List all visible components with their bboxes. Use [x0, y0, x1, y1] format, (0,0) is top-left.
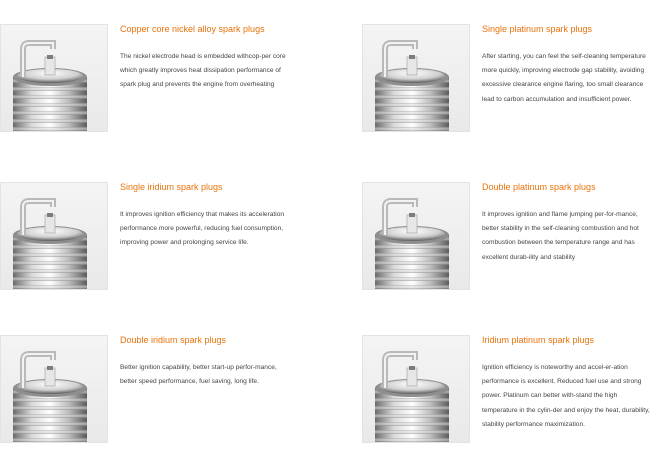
product-description: The nickel electrode head is embedded withcop-per core which greatly improves heat dissipation performance of spark plug and prevents the engine from overheating	[120, 53, 286, 89]
spark-plug-image	[0, 24, 108, 132]
product-title: Double platinum spark plugs	[482, 182, 596, 192]
product-title: Copper core nickel alloy spark plugs	[120, 24, 265, 34]
spark-plug-image	[362, 24, 470, 132]
product-card-double-iridium	[0, 335, 300, 455]
product-title: Double iridium spark plugs	[120, 335, 227, 345]
product-card-single-iridium	[0, 182, 300, 302]
product-title: Iridium platinum spark plugs	[482, 335, 595, 345]
spark-plug-image	[0, 182, 108, 290]
spark-plug-image	[0, 335, 108, 443]
product-description: Better ignition capability, better start-up perfor-mance, better speed performance, fuel saving, long life.	[120, 364, 277, 386]
product-description: Ignition efficiency is noteworthy and accel-er-ation performance is excellent. Reduced fuel use and strong power. Platinum can better with-stand the high temperature in the cylin-der and enjoy the heat, durability, stability performance maximization.	[482, 364, 650, 428]
spark-plug-image	[362, 182, 470, 290]
product-description: It improves ignition efficiency that makes its acceleration performance more powerful, reducing fuel consumption, improving power and prolonging service life.	[120, 211, 285, 247]
spark-plug-image	[362, 335, 470, 443]
product-title: Single platinum spark plugs	[482, 24, 593, 34]
product-title: Single iridium spark plugs	[120, 182, 223, 192]
product-description: It improves ignition and flame jumping per-for-mance, better stability in the self-cleaning combustion and hot combustion between the temperature range and has excellent durab-ility and stability	[482, 211, 639, 261]
product-card-iridium-platinum	[362, 335, 650, 455]
product-card-double-platinum	[362, 182, 650, 302]
product-description: After starting, you can feel the self-cleaning temperature more quickly, improving electrode gap stability, avoiding excessive clearance engine flaring, too small clearance lead to carbon accumulation and insufficient power.	[482, 53, 646, 103]
product-card-copper-core	[0, 24, 300, 144]
product-card-single-platinum	[362, 24, 650, 144]
